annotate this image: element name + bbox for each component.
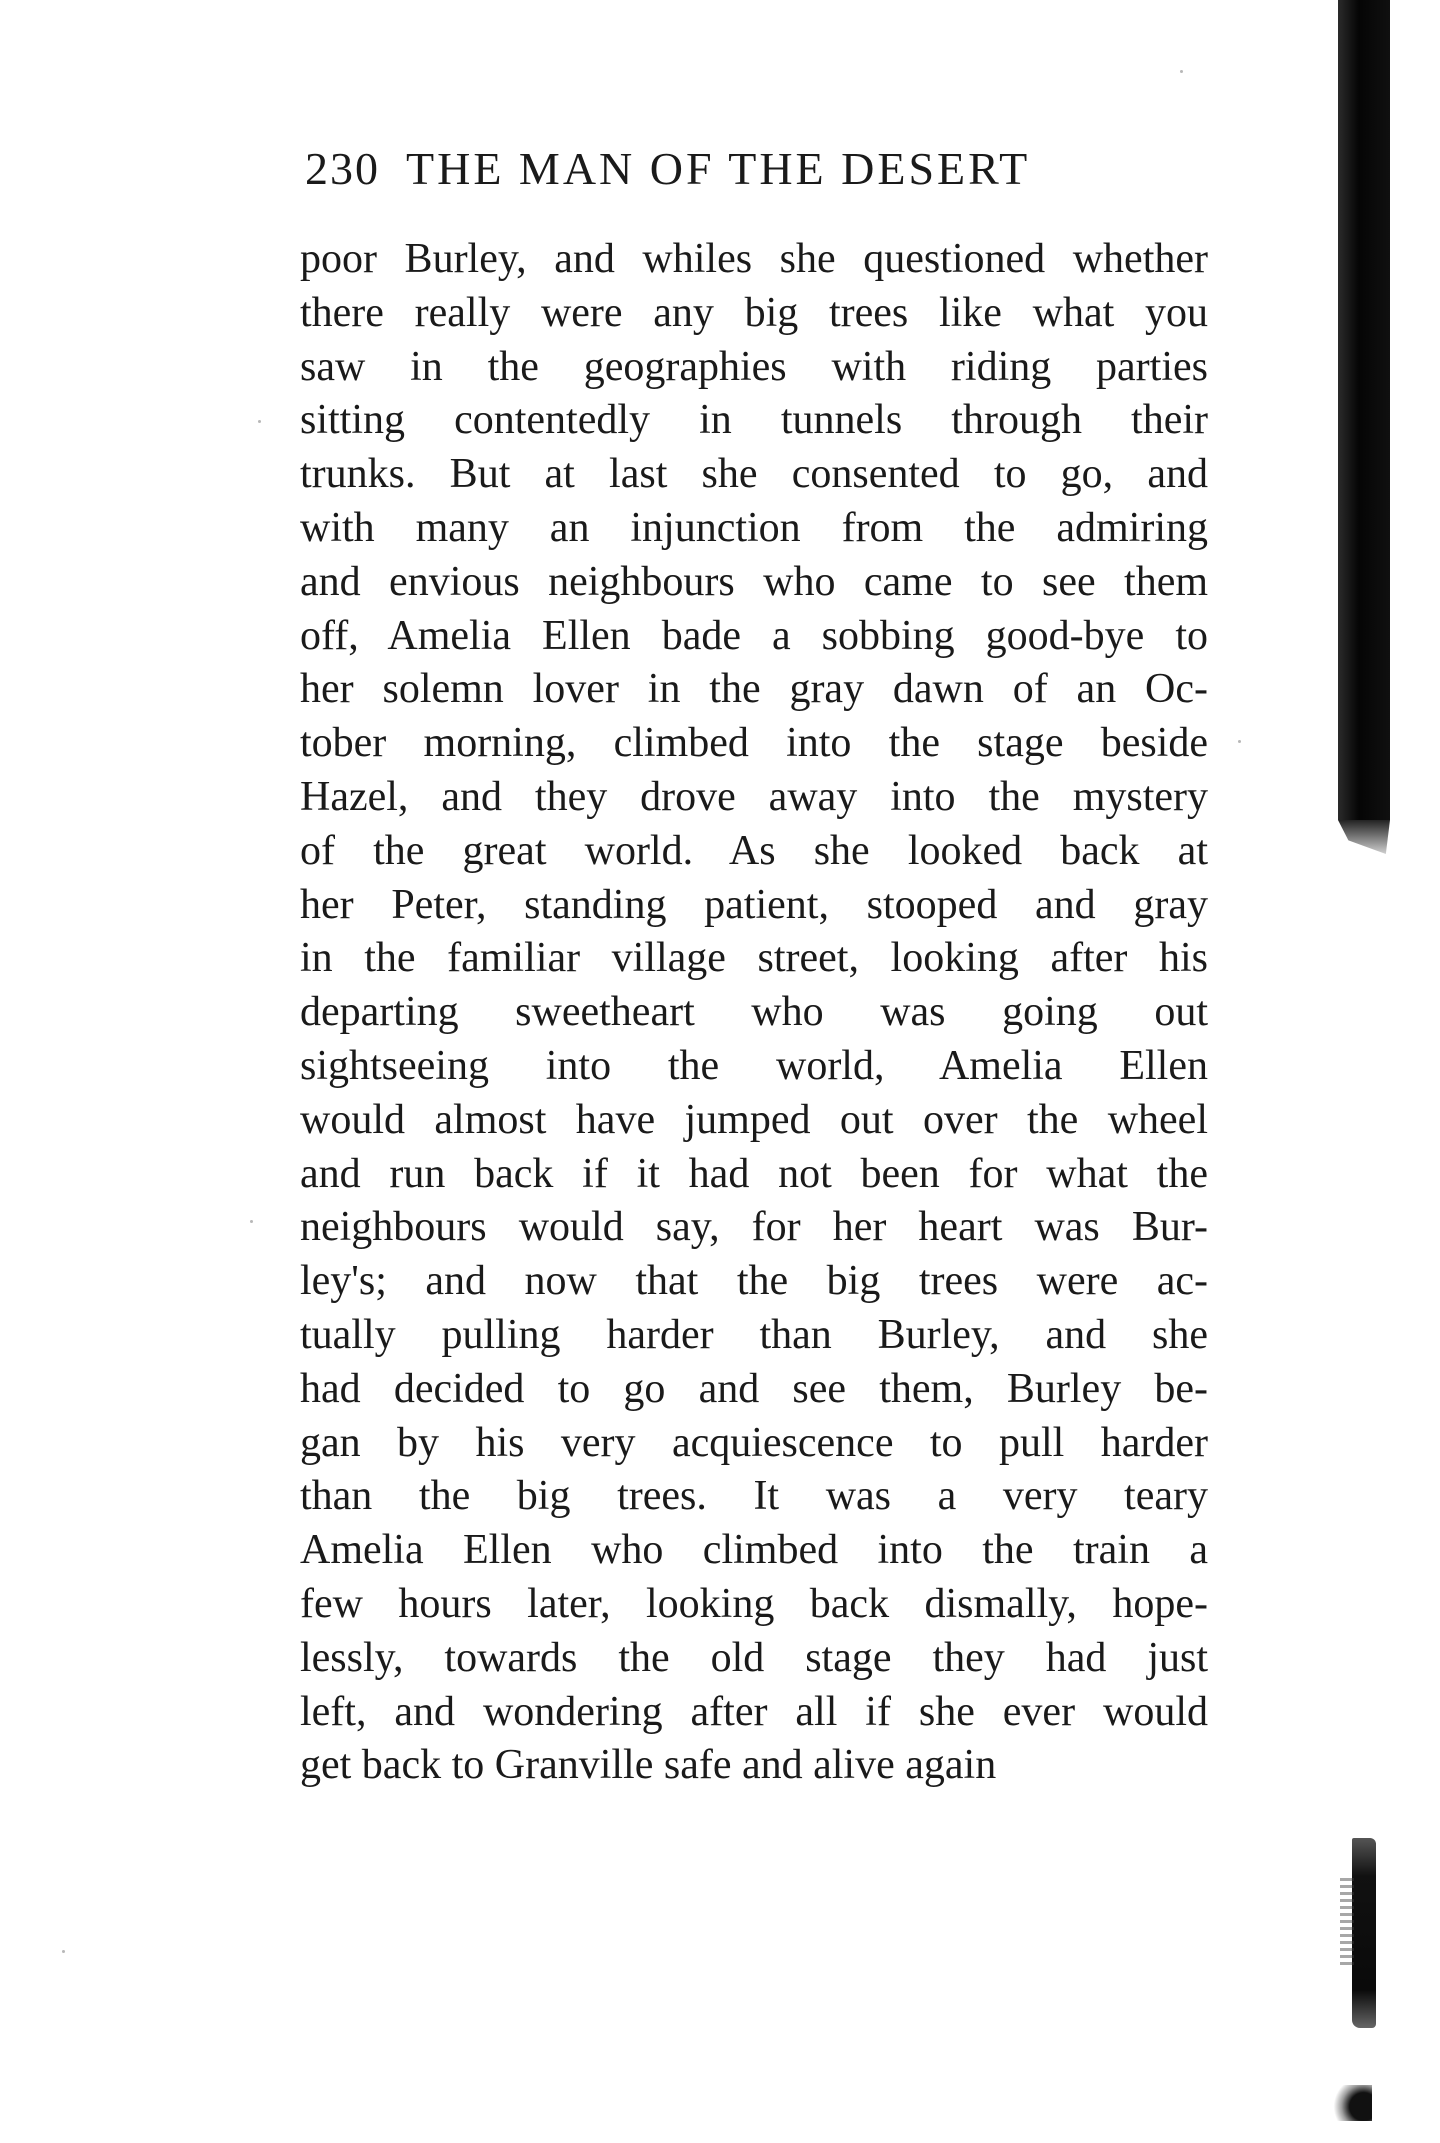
text-line: sightseeing into the world, Amelia Ellen <box>300 1042 1208 1089</box>
text-line: would almost have jumped out over the wheel <box>300 1096 1208 1143</box>
text-line: poor Burley, and whiles she questioned whether <box>300 236 1208 282</box>
text-line: had decided to go and see them, Burley be- <box>300 1365 1208 1412</box>
text-line: tually pulling harder than Burley, and she <box>300 1311 1208 1358</box>
paper-speck <box>250 1220 253 1223</box>
paper-speck <box>1238 740 1241 743</box>
text-line: than the big trees. It was a very teary <box>300 1473 1208 1520</box>
text-line: and run back if it had not been for what the <box>300 1150 1208 1197</box>
text-line: departing sweetheart who was going out <box>300 989 1208 1036</box>
binding-corner-mark <box>1330 2085 1372 2121</box>
text-line: get back to Granville safe and alive again <box>300 1742 997 1789</box>
text-line: ley's; and now that the big trees were ac- <box>300 1258 1208 1305</box>
paper-speck <box>258 420 261 423</box>
page-number: 230 <box>305 143 380 194</box>
text-line: there really were any big trees like what you <box>300 289 1208 336</box>
text-line: with many an injunction from the admiring <box>300 504 1208 551</box>
binding-shadow <box>1338 0 1390 820</box>
text-line: gan by his very acquiescence to pull harder <box>300 1419 1208 1466</box>
text-line: neighbours would say, for her heart was Bur- <box>300 1204 1208 1251</box>
text-line: Hazel, and they drove away into the mystery <box>300 773 1208 820</box>
text-line: her Peter, standing patient, stooped and gray <box>300 881 1208 928</box>
text-line: and envious neighbours who came to see them <box>300 558 1208 605</box>
text-line: in the familiar village street, looking after his <box>300 935 1208 982</box>
text-line: Amelia Ellen who climbed into the train a <box>300 1527 1208 1574</box>
text-line: few hours later, looking back dismally, hope- <box>300 1580 1208 1627</box>
text-line: off, Amelia Ellen bade a sobbing good-bye to <box>300 612 1208 659</box>
text-line: trunks. But at last she consented to go, and <box>300 451 1208 498</box>
paper-speck <box>1180 70 1183 73</box>
text-line: tober morning, climbed into the stage beside <box>300 720 1208 767</box>
text-line: saw in the geographies with riding parties <box>300 343 1208 390</box>
paper-speck <box>62 1950 65 1953</box>
text-line: sitting contentedly in tunnels through their <box>300 397 1208 444</box>
text-line: left, and wondering after all if she ever would <box>300 1688 1208 1735</box>
running-header <box>305 142 1245 202</box>
text-line: her solemn lover in the gray dawn of an Oc- <box>300 666 1208 713</box>
binding-mark <box>1352 1838 1376 2028</box>
body-text <box>300 233 1208 1793</box>
text-line: lessly, towards the old stage they had just <box>300 1634 1208 1681</box>
text-line: of the great world. As she looked back at <box>300 827 1208 874</box>
running-title: THE MAN OF THE DESERT <box>406 143 1031 194</box>
